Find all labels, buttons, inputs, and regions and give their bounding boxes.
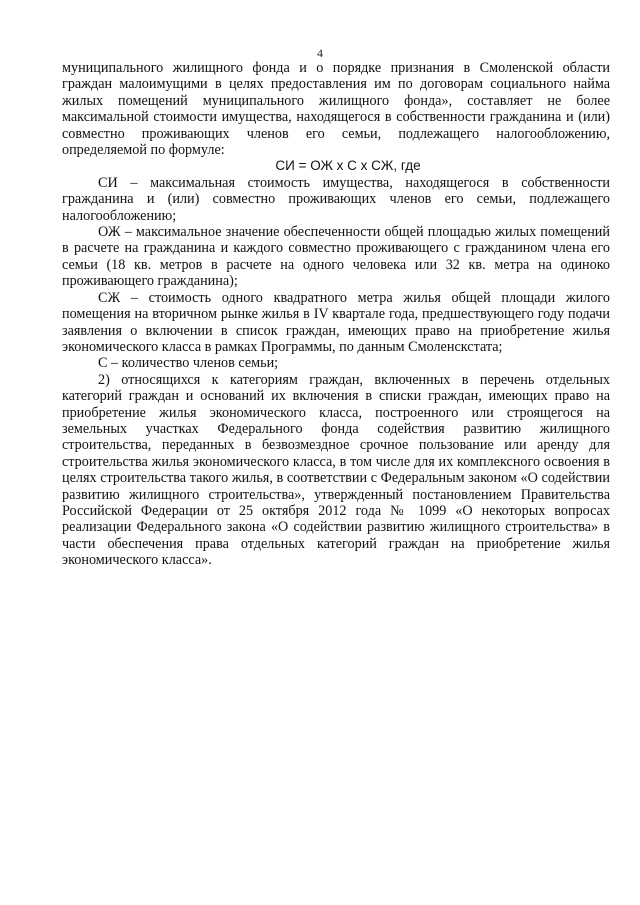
definition-s: С – количество членов семьи;	[98, 355, 279, 372]
formula: СИ = ОЖ х С х СЖ, где	[275, 158, 421, 174]
definition-ozh: ОЖ – максимальное значение обеспеченности общей площадью жилых помещений в расчете на гражданина и каждого совместно проживающего с гражданином члена его семьи (18 кв. метров в расчете на одного человека или 32 кв. метра на одиноко проживающего гражданина);	[62, 224, 610, 290]
page-number: 4	[317, 46, 323, 60]
intro-paragraph: муниципального жилищного фонда и о порядке признания в Смоленской области граждан малоимущими в целях предоставления им по договорам социального найма жилых помещений муниципального жилищного фонда», составляет не более максимальной стоимости имущества, находящегося в собственности гражданина и (или) совместно проживающих членов его семьи, подлежащего налогообложению, определяемой по формуле:	[62, 60, 610, 159]
definition-si: СИ – максимальная стоимость имущества, находящегося в собственности гражданина и (или) совместно проживающих членов его семьи, подлежащего налогообложению;	[62, 174, 610, 224]
item-2-paragraph: 2) относящихся к категориям граждан, включенных в перечень отдельных категорий граждан и оснований их включения в списки граждан, имеющих право на приобретение жилья экономического класса, построенного или строящегося на земельных участках Федерального фонда содействия развитию жилищного строительства, переданных в безвозмездное срочное пользование или аренду для строительства жилья экономического класса, в том числе для их комплексного освоения в целях строительства такого жилья, в соответствии с Федеральным законом «О содействии развитию жилищного строительства», утвержденный постановлением Правительства Российской Федерации от 25 октября 2012 года № 1099 «О некоторых вопросах реализации Федерального закона «О содействии развитию жилищного строительства» в части обеспечения права отдельных категорий граждан на приобретение жилья экономического класса».	[62, 371, 610, 569]
definition-szh: СЖ – стоимость одного квадратного метра жилья общей площади жилого помещения на вторичном рынке жилья в IV квартале года, предшествующего году подачи заявления о включении в список граждан, имеющих право на приобретение жилья экономического класса в рамках Программы, по данным Смоленскстата;	[62, 289, 610, 355]
document-body	[62, 60, 610, 569]
